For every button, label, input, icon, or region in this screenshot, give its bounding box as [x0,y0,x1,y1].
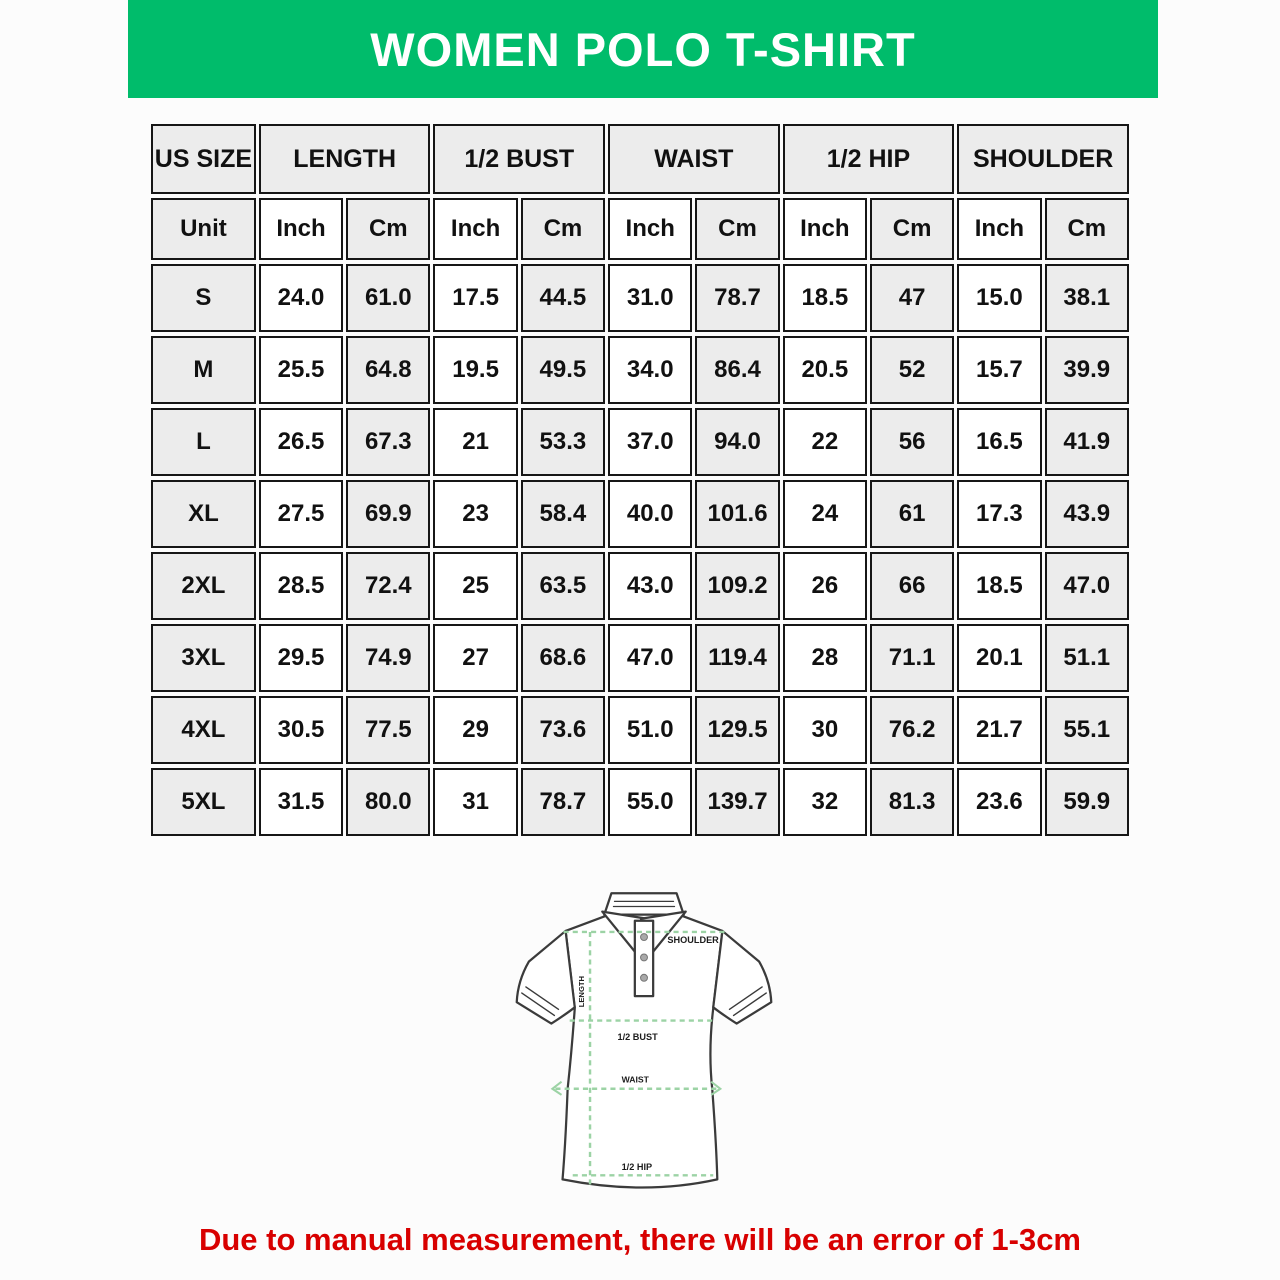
measurement-value: 28 [783,624,867,692]
measurement-value: 37.0 [608,408,692,476]
size-table [148,120,1132,840]
column-header-us-size: US SIZE [151,124,256,194]
measurement-value: 30.5 [259,696,343,764]
measurement-value: 30 [783,696,867,764]
measurement-value: 63.5 [521,552,605,620]
measurement-value: 49.5 [521,336,605,404]
measurement-value: 51.0 [608,696,692,764]
measurement-value: 25.5 [259,336,343,404]
table-row [151,624,1129,692]
measurement-value: 24.0 [259,264,343,332]
measurement-value: Cm [521,198,605,260]
measurement-value: Inch [783,198,867,260]
measurement-value: 31 [433,768,517,836]
table-row [151,768,1129,836]
measurement-value: 20.5 [783,336,867,404]
measurement-value: 64.8 [346,336,430,404]
size-label: S [151,264,256,332]
measurement-value: 24 [783,480,867,548]
measurement-value: 27.5 [259,480,343,548]
measurement-value: 76.2 [870,696,954,764]
size-label: 4XL [151,696,256,764]
measurement-value: 71.1 [870,624,954,692]
column-header-length: LENGTH [259,124,431,194]
measurement-value: Cm [1045,198,1129,260]
size-label: XL [151,480,256,548]
measurement-value: 26.5 [259,408,343,476]
column-header-half-bust: 1/2 BUST [433,124,605,194]
measurement-value: 21 [433,408,517,476]
measurement-value: 74.9 [346,624,430,692]
unit-row [151,198,1129,260]
measurement-value: Cm [695,198,779,260]
measurement-value: 55.1 [1045,696,1129,764]
size-label: Unit [151,198,256,260]
size-label: 3XL [151,624,256,692]
measurement-value: 26 [783,552,867,620]
measurement-value: 40.0 [608,480,692,548]
polo-shirt-diagram [476,878,812,1214]
measurement-value: 139.7 [695,768,779,836]
measurement-value: 52 [870,336,954,404]
button-icon [641,934,648,941]
measurement-value: 53.3 [521,408,605,476]
measurement-value: 21.7 [957,696,1041,764]
measurement-value: 73.6 [521,696,605,764]
measurement-value: 78.7 [695,264,779,332]
measurement-value: 25 [433,552,517,620]
collar-back-band [604,893,683,914]
measurement-value: 80.0 [346,768,430,836]
measurement-value: 78.7 [521,768,605,836]
measurement-value: 39.9 [1045,336,1129,404]
measurement-value: 43.9 [1045,480,1129,548]
size-label: 2XL [151,552,256,620]
measurement-value: 18.5 [783,264,867,332]
measurement-value: 15.0 [957,264,1041,332]
measurement-value: 17.3 [957,480,1041,548]
measurement-value: Cm [870,198,954,260]
measurement-value: 20.1 [957,624,1041,692]
measurement-value: 23.6 [957,768,1041,836]
measurement-value: 31.0 [608,264,692,332]
measurement-value: 19.5 [433,336,517,404]
measurement-value: 129.5 [695,696,779,764]
waist-label: WAIST [621,1074,649,1085]
table-row [151,336,1129,404]
measurement-value: Inch [433,198,517,260]
column-header-waist: WAIST [608,124,780,194]
measurement-value: 77.5 [346,696,430,764]
measurement-value: 55.0 [608,768,692,836]
measurement-value: 47.0 [1045,552,1129,620]
measurement-value: 47 [870,264,954,332]
size-label: 5XL [151,768,256,836]
column-header-half-hip: 1/2 HIP [783,124,955,194]
measurement-value: Cm [346,198,430,260]
measurement-value: 56 [870,408,954,476]
measurement-value: 29 [433,696,517,764]
shoulder-label: SHOULDER [667,935,719,946]
column-header-shoulder: SHOULDER [957,124,1129,194]
measurement-value: 32 [783,768,867,836]
measurement-note: Due to manual measurement, there will be an error of 1-3cm [198,1222,1082,1257]
measurement-value: 59.9 [1045,768,1129,836]
button-icon [641,954,648,961]
bust-label: 1/2 BUST [617,1031,658,1042]
size-table-body [151,198,1129,836]
table-row [151,408,1129,476]
measurement-value: 81.3 [870,768,954,836]
measurement-value: Inch [259,198,343,260]
table-header-row [151,124,1129,194]
measurement-value: 58.4 [521,480,605,548]
measurement-value: 61 [870,480,954,548]
measurement-value: 29.5 [259,624,343,692]
length-label: LENGTH [576,975,586,1008]
measurement-value: 47.0 [608,624,692,692]
measurement-value: 23 [433,480,517,548]
table-row [151,264,1129,332]
measurement-value: 28.5 [259,552,343,620]
measurement-value: 69.9 [346,480,430,548]
measurement-value: 61.0 [346,264,430,332]
title-banner [128,0,1158,98]
table-row [151,552,1129,620]
size-label: M [151,336,256,404]
measurement-value: 27 [433,624,517,692]
measurement-value: 41.9 [1045,408,1129,476]
page-title: WOMEN POLO T-SHIRT [370,22,916,76]
measurement-value: 18.5 [957,552,1041,620]
measurement-value: 22 [783,408,867,476]
measurement-value: 34.0 [608,336,692,404]
measurement-value: 67.3 [346,408,430,476]
size-label: L [151,408,256,476]
measurement-value: Inch [957,198,1041,260]
table-row [151,480,1129,548]
measurement-value: 86.4 [695,336,779,404]
measurement-value: 66 [870,552,954,620]
measurement-value: 31.5 [259,768,343,836]
measurement-value: 16.5 [957,408,1041,476]
hip-label: 1/2 HIP [621,1162,653,1173]
measurement-value: 109.2 [695,552,779,620]
measurement-value: 68.6 [521,624,605,692]
measurement-value: 72.4 [346,552,430,620]
measurement-value: 17.5 [433,264,517,332]
measurement-value: 38.1 [1045,264,1129,332]
measurement-value: 44.5 [521,264,605,332]
measurement-value: 15.7 [957,336,1041,404]
measurement-value: Inch [608,198,692,260]
measurement-value: 101.6 [695,480,779,548]
measurement-value: 94.0 [695,408,779,476]
measurement-value: 43.0 [608,552,692,620]
measurement-value: 51.1 [1045,624,1129,692]
table-row [151,696,1129,764]
button-icon [641,974,648,981]
measurement-value: 119.4 [695,624,779,692]
